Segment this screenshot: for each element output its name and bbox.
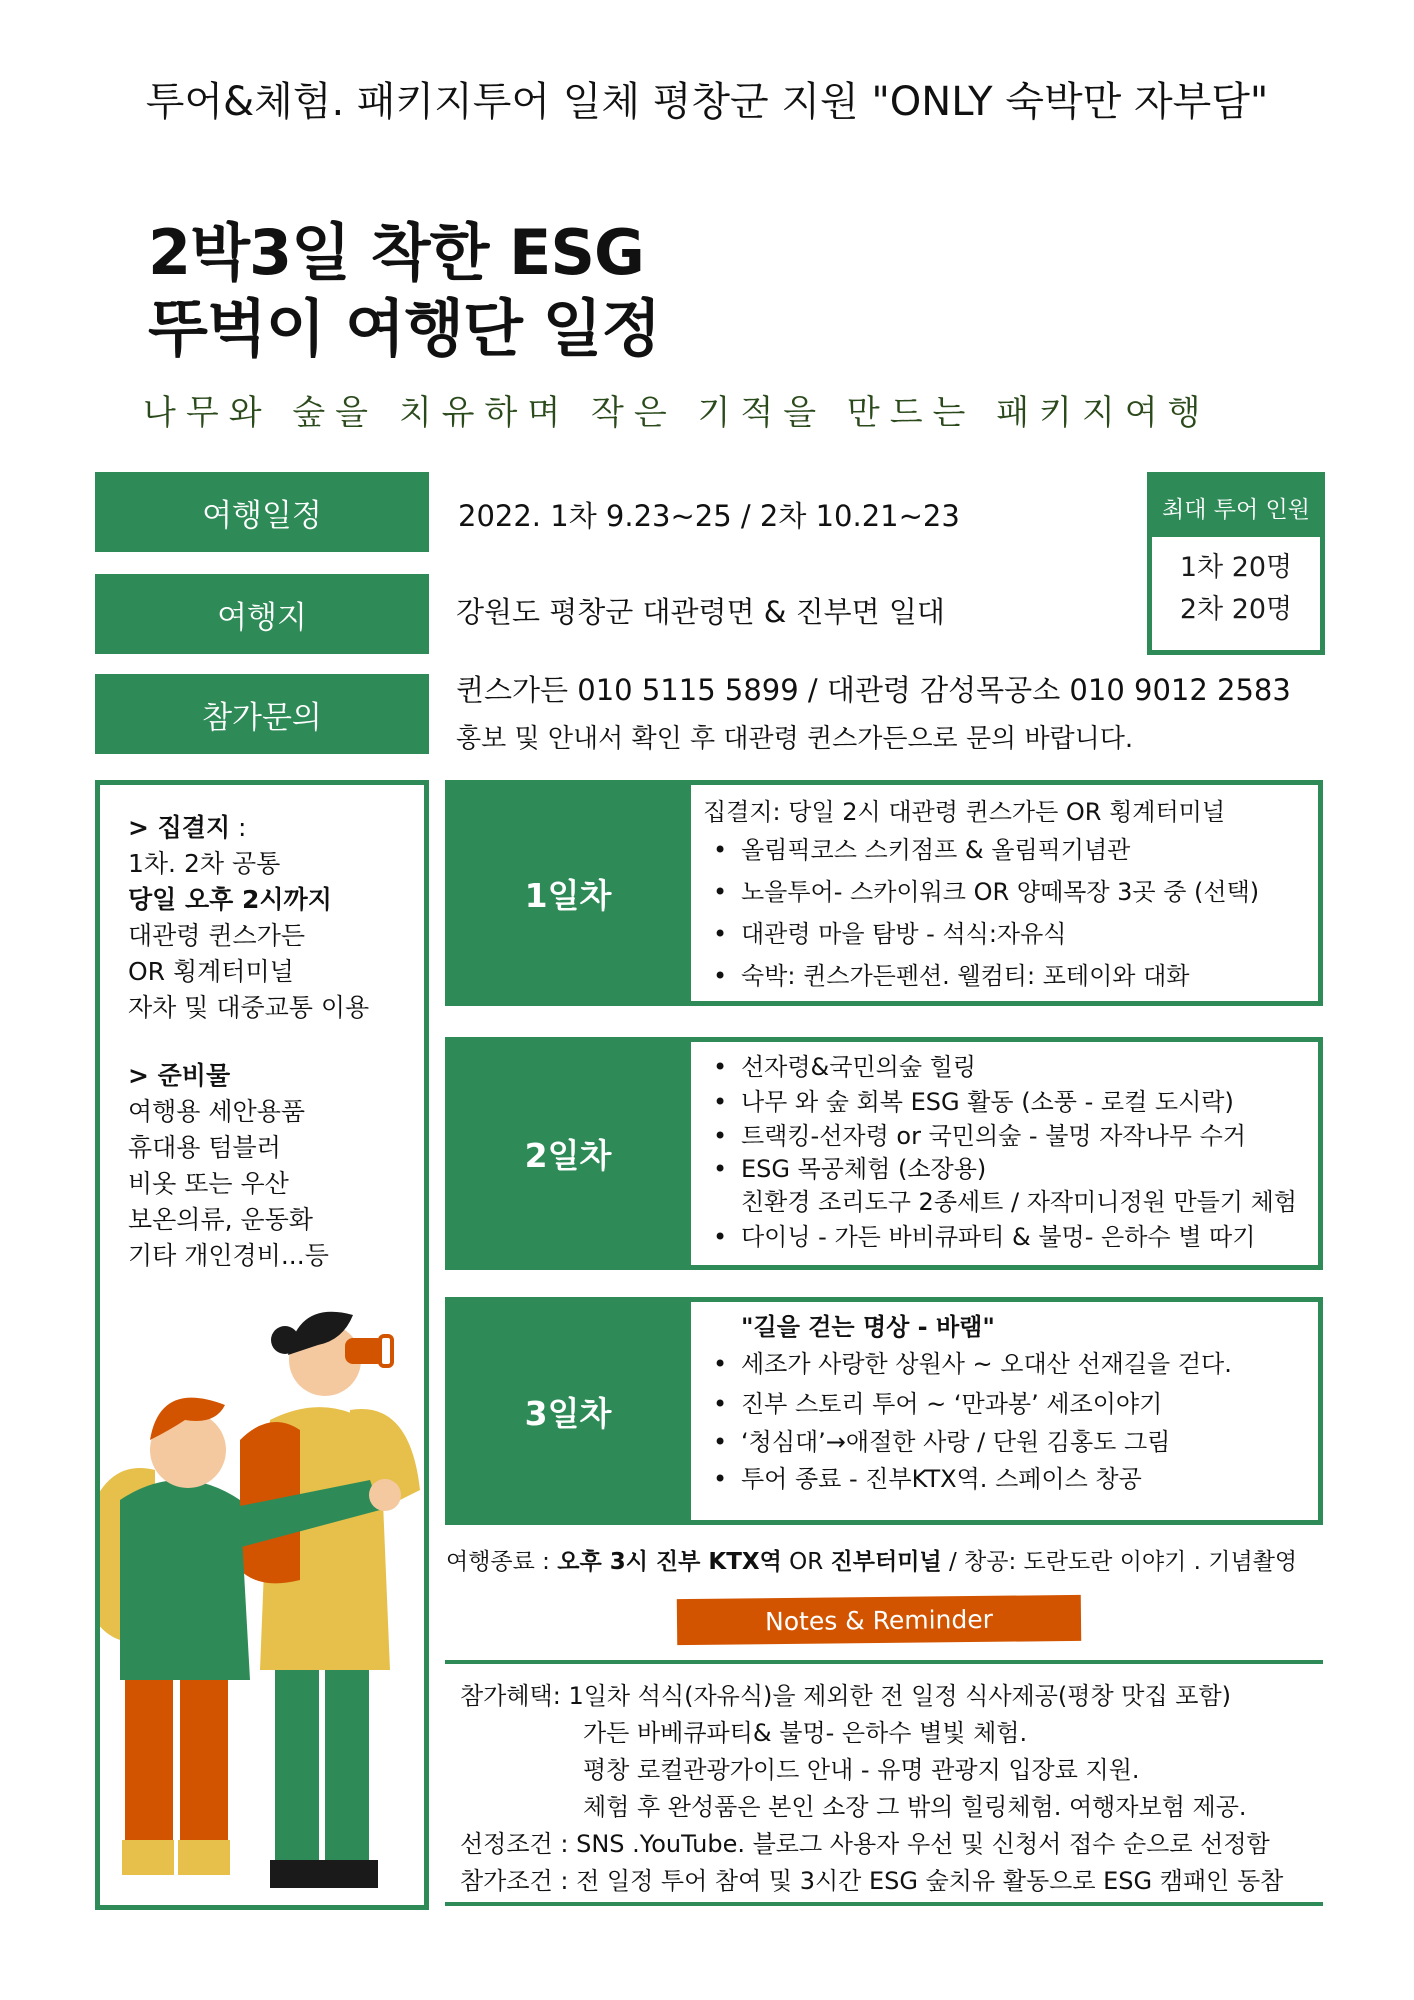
meeting-colon: :: [230, 813, 247, 842]
main-title-line1: 2박3일 착한 ESG: [148, 216, 644, 289]
prep-item: 비옷 또는 우산: [128, 1169, 289, 1198]
capacity-line1: 1차 20명: [1179, 552, 1293, 583]
meeting-time: 당일 오후 2시까지: [128, 885, 332, 914]
capacity-heading: 최대 투어 인원: [1152, 477, 1320, 537]
prep-item: 휴대용 텀블러: [128, 1133, 281, 1162]
day1-item: • 노을투어- 스카이워크 OR 양떼목장 3곳 중 (선택): [703, 871, 1259, 913]
place-label: 여행지: [95, 574, 429, 654]
place-value: 강원도 평창군 대관령면 & 진부면 일대: [456, 595, 945, 629]
selection-condition: 선정조건 : SNS .YouTube. 블로그 사용자 우선 및 신청서 접수 순으로 선정함: [460, 1830, 1270, 1858]
day3-item: • 세조가 사랑한 상원사 ~ 오대산 선재길을 걷다.: [703, 1344, 1232, 1384]
schedule-value: 2022. 1차 9.23~25 / 2차 10.21~23: [458, 499, 960, 533]
hikers-illustration: [100, 1300, 440, 1900]
day3-theme: "길을 걷는 명상 - 바램": [741, 1313, 995, 1341]
contact-value: 퀸스가든 010 5115 5899 / 대관령 감성목공소 010 9012 2583: [456, 673, 1291, 707]
day2-item: • ESG 목공체험 (소장용): [703, 1154, 1297, 1184]
prep-item: 보온의류, 운동화: [128, 1205, 313, 1234]
day1-item: • 올림픽코스 스키점프 & 올림픽기념관: [703, 829, 1259, 871]
divider-bottom: [445, 1902, 1323, 1906]
day1-item: • 숙박: 퀸스가든펜션. 웰컴티: 포테이와 대화: [703, 955, 1259, 997]
day2-item: • 나무 와 숲 회복 ESG 활동 (소풍 - 로컬 도시락): [703, 1085, 1297, 1120]
day3-item: • ‘청심대’→애절한 사랑 / 단원 김홍도 그림: [703, 1424, 1232, 1460]
day2-item: • 선자령&국민의숲 힐링: [703, 1050, 1297, 1085]
main-title-line2: 뚜벅이 여행단 일정: [148, 292, 661, 365]
benefit-line: 체험 후 완성품은 본인 소장 그 밖의 힐링체험. 여행자보험 제공.: [583, 1793, 1247, 1821]
notes-reminder-button[interactable]: Notes & Reminder: [677, 1595, 1081, 1645]
meeting-place-1: 대관령 퀸스가든: [128, 921, 305, 950]
contact-label: 참가문의: [95, 674, 429, 754]
benefit-line: 참가혜택: 1일차 석식(자유식)을 제외한 전 일정 식사제공(평창 맛집 포함): [460, 1682, 1231, 1710]
top-banner-text: 투어&체험. 패키지투어 일체 평창군 지원 "ONLY 숙박만 자부담": [145, 79, 1269, 125]
ending-terminal: 진부터미널: [830, 1549, 942, 1575]
prep-item: 여행용 세안용품: [128, 1097, 305, 1126]
day1-intro: 집결지: 당일 2시 대관령 퀸스가든 OR 횡계터미널: [703, 798, 1226, 826]
meeting-place-2: OR 횡계터미널: [128, 957, 294, 986]
schedule-label: 여행일정: [95, 472, 429, 552]
day2-item: • 트랙킹-선자령 or 국민의숲 - 불멍 자작나무 수거: [703, 1119, 1297, 1154]
day2-subitem: 친환경 조리도구 2종세트 / 자작미니정원 만들기 체험: [741, 1187, 1297, 1216]
capacity-box: [1147, 472, 1325, 655]
day3-item: • 진부 스토리 투어 ~ ‘만과봉’ 세조이야기: [703, 1384, 1232, 1424]
tour-ending: [446, 1543, 1297, 1576]
benefits-block: [460, 1678, 1283, 1900]
day3-label: 3일차: [445, 1297, 691, 1525]
meeting-info: [128, 810, 369, 1026]
participation-condition: 참가조건 : 전 일정 투어 참여 및 3시간 ESG 숲치유 활동으로 ESG 캠패인 동참: [460, 1867, 1284, 1895]
contact-note: 홍보 및 안내서 확인 후 대관령 퀸스가든으로 문의 바랍니다.: [456, 724, 1134, 754]
ending-or: OR: [781, 1549, 831, 1575]
prep-info: [128, 1058, 329, 1274]
day2-content: [703, 1050, 1297, 1254]
subtitle: 나무와 숲을 치유하며 작은 기적을 만드는 패키지여행: [143, 393, 1211, 433]
prep-item: 기타 개인경비...등: [128, 1241, 329, 1270]
meeting-transport: 자차 및 대중교통 이용: [128, 993, 370, 1022]
day3-item: • 투어 종료 - 진부KTX역. 스페이스 창공: [703, 1460, 1232, 1498]
day2-label: 2일차: [445, 1037, 691, 1270]
meeting-line: 1차. 2차 공통: [128, 849, 281, 878]
benefit-line: 가든 바베큐파티& 불멍- 은하수 별빛 체험.: [583, 1719, 1028, 1747]
ending-prefix: 여행종료 :: [446, 1549, 558, 1575]
day1-item: • 대관령 마을 탐방 - 석식:자유식: [703, 913, 1259, 955]
day1-label: 1일차: [445, 780, 691, 1006]
hiker-with-binoculars: [240, 1312, 420, 1888]
benefit-line: 평창 로컬관광가이드 안내 - 유명 관광지 입장료 지원.: [583, 1756, 1140, 1784]
day1-content: [703, 795, 1259, 997]
main-title: [148, 215, 660, 367]
day3-content: [703, 1310, 1232, 1498]
prep-title: > 준비물: [128, 1061, 231, 1090]
meeting-title: > 집결지: [128, 813, 231, 842]
ending-suffix: / 창공: 도란도란 이야기 . 기념촬영: [941, 1549, 1298, 1575]
day2-item: • 다이닝 - 가든 바비큐파티 & 불멍- 은하수 별 따기: [703, 1220, 1297, 1255]
capacity-line2: 2차 20명: [1179, 594, 1293, 625]
divider-top: [445, 1660, 1323, 1664]
ending-station: 오후 3시 진부 KTX역: [557, 1549, 782, 1575]
